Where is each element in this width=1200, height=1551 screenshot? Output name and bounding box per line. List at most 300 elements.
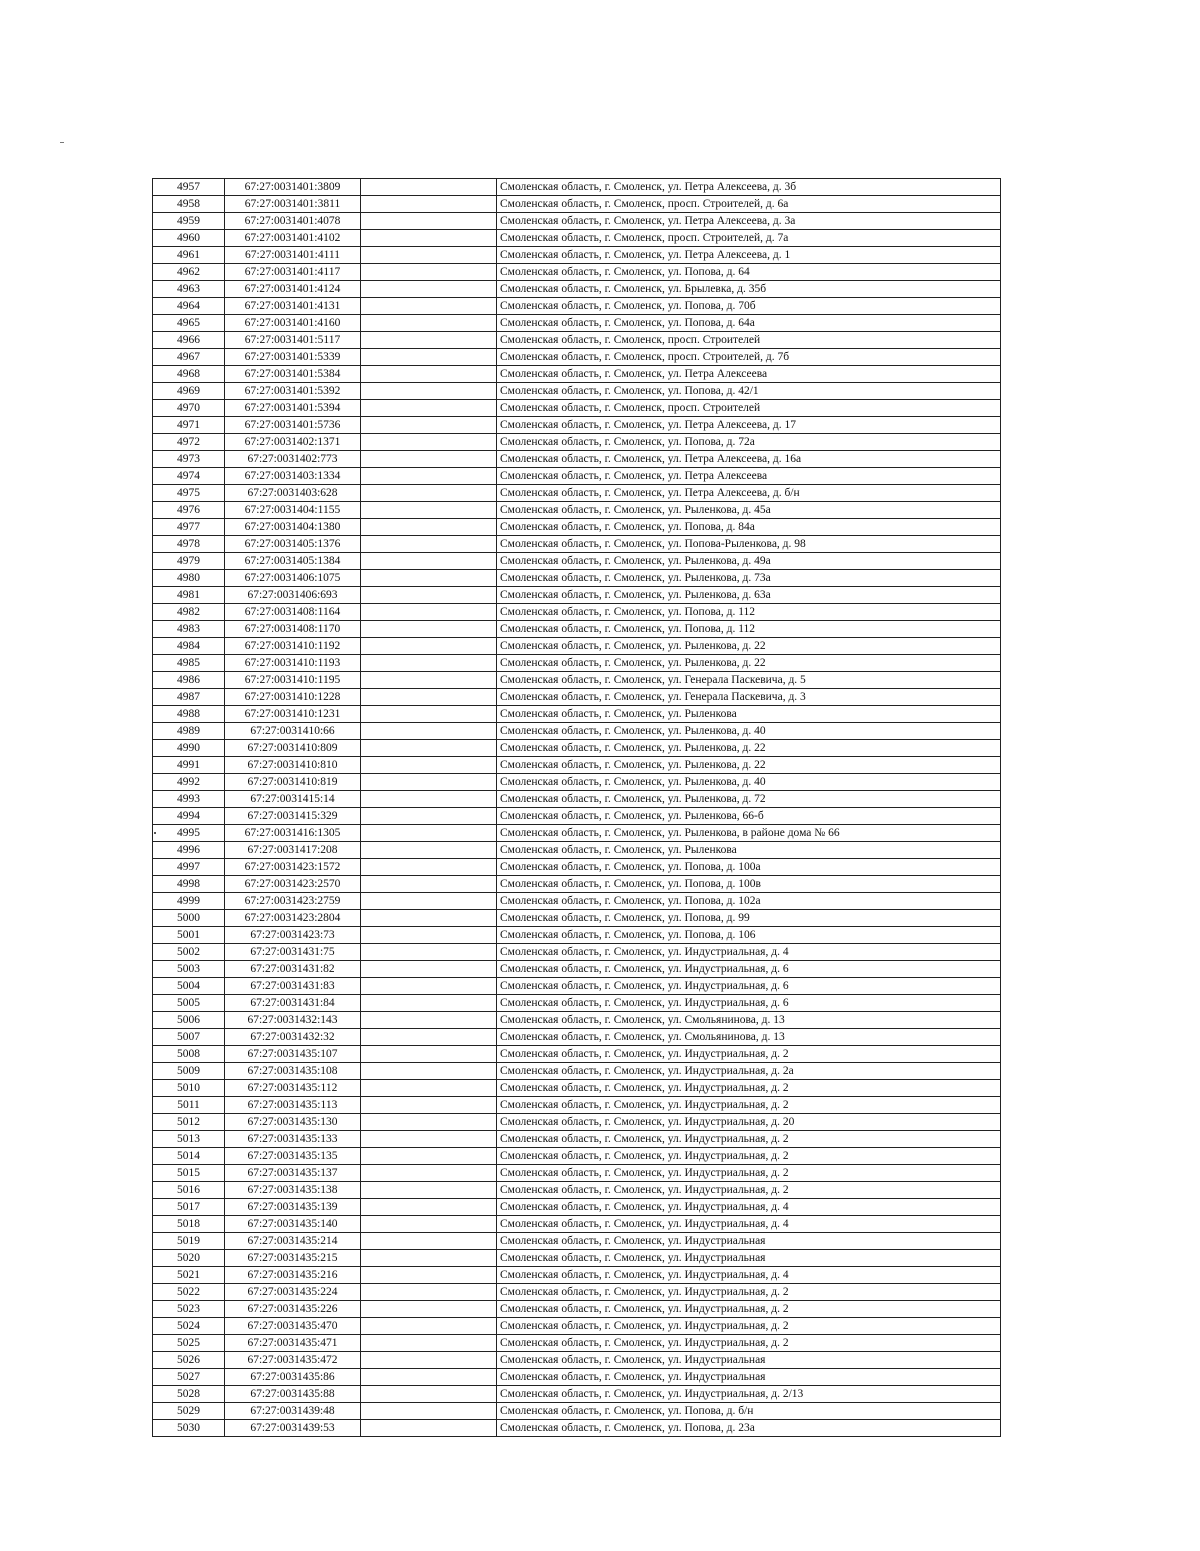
address: Смоленская область, г. Смоленск, ул. Индустриальная, д. 6: [497, 995, 1001, 1012]
address: Смоленская область, г. Смоленск, ул. Индустриальная, д. 4: [497, 944, 1001, 961]
row-number: 4986: [153, 672, 225, 689]
row-number: 4998: [153, 876, 225, 893]
cadastral-number: 67:27:0031423:1572: [225, 859, 361, 876]
table-row: [153, 1199, 1001, 1216]
table-row: [153, 842, 1001, 859]
cadastral-number: 67:27:0031403:628: [225, 485, 361, 502]
cadastral-number: 67:27:0031410:1192: [225, 638, 361, 655]
row-number: 5026: [153, 1352, 225, 1369]
row-number: 4964: [153, 298, 225, 315]
address: Смоленская область, г. Смоленск, ул. Индустриальная, д. 2: [497, 1080, 1001, 1097]
address: Смоленская область, г. Смоленск, ул. Попова, д. б/н: [497, 1403, 1001, 1420]
empty-cell: [361, 502, 497, 519]
address: Смоленская область, г. Смоленск, ул. Попова, д. 64: [497, 264, 1001, 281]
cadastral-number: 67:27:0031435:138: [225, 1182, 361, 1199]
table-row: [153, 978, 1001, 995]
address: Смоленская область, г. Смоленск, ул. Попова, д. 102а: [497, 893, 1001, 910]
registry-body: [153, 179, 1001, 1437]
cadastral-number: 67:27:0031435:112: [225, 1080, 361, 1097]
address: Смоленская область, г. Смоленск, ул. Петра Алексеева, д. 16а: [497, 451, 1001, 468]
cadastral-number: 67:27:0031401:4111: [225, 247, 361, 264]
empty-cell: [361, 604, 497, 621]
property-registry-table: [152, 178, 1001, 1437]
cadastral-number: 67:27:0031423:73: [225, 927, 361, 944]
cadastral-number: 67:27:0031435:216: [225, 1267, 361, 1284]
cadastral-number: 67:27:0031432:143: [225, 1012, 361, 1029]
row-number: 5003: [153, 961, 225, 978]
cadastral-number: 67:27:0031401:5384: [225, 366, 361, 383]
row-number: 5024: [153, 1318, 225, 1335]
empty-cell: [361, 1097, 497, 1114]
table-row: [153, 247, 1001, 264]
scan-mark: [60, 142, 64, 143]
address: Смоленская область, г. Смоленск, ул. Индустриальная: [497, 1233, 1001, 1250]
empty-cell: [361, 1080, 497, 1097]
empty-cell: [361, 417, 497, 434]
row-number: 4978: [153, 536, 225, 553]
cadastral-number: 67:27:0031439:48: [225, 1403, 361, 1420]
empty-cell: [361, 1114, 497, 1131]
table-row: [153, 791, 1001, 808]
cadastral-number: 67:27:0031431:84: [225, 995, 361, 1012]
address: Смоленская область, г. Смоленск, ул. Рыленкова, д. 22: [497, 757, 1001, 774]
cadastral-number: 67:27:0031435:215: [225, 1250, 361, 1267]
table-row: [153, 502, 1001, 519]
row-number: 5007: [153, 1029, 225, 1046]
table-row: [153, 961, 1001, 978]
address: Смоленская область, г. Смоленск, ул. Рыленкова, д. 22: [497, 655, 1001, 672]
table-row: [153, 230, 1001, 247]
table-row: [153, 706, 1001, 723]
address: Смоленская область, г. Смоленск, ул. Петра Алексеева: [497, 468, 1001, 485]
empty-cell: [361, 808, 497, 825]
table-row: [153, 332, 1001, 349]
cadastral-number: 67:27:0031406:1075: [225, 570, 361, 587]
empty-cell: [361, 910, 497, 927]
table-row: [153, 553, 1001, 570]
empty-cell: [361, 298, 497, 315]
cadastral-number: 67:27:0031410:1231: [225, 706, 361, 723]
cadastral-number: 67:27:0031415:329: [225, 808, 361, 825]
table-row: [153, 281, 1001, 298]
empty-cell: [361, 791, 497, 808]
row-number: 5010: [153, 1080, 225, 1097]
table-row: [153, 944, 1001, 961]
table-row: [153, 213, 1001, 230]
empty-cell: [361, 1335, 497, 1352]
address: Смоленская область, г. Смоленск, ул. Индустриальная, д. 2: [497, 1301, 1001, 1318]
empty-cell: [361, 315, 497, 332]
empty-cell: [361, 383, 497, 400]
cadastral-number: 67:27:0031405:1376: [225, 536, 361, 553]
table-row: [153, 1114, 1001, 1131]
address: Смоленская область, г. Смоленск, ул. Индустриальная, д. 2: [497, 1097, 1001, 1114]
cadastral-number: 67:27:0031408:1164: [225, 604, 361, 621]
cadastral-number: 67:27:0031401:5736: [225, 417, 361, 434]
empty-cell: [361, 1284, 497, 1301]
cadastral-number: 67:27:0031423:2570: [225, 876, 361, 893]
cadastral-number: 67:27:0031417:208: [225, 842, 361, 859]
empty-cell: [361, 927, 497, 944]
address: Смоленская область, г. Смоленск, ул. Попова, д. 112: [497, 604, 1001, 621]
row-number: 4959: [153, 213, 225, 230]
row-number: 4988: [153, 706, 225, 723]
table-row: [153, 655, 1001, 672]
table-row: [153, 1250, 1001, 1267]
table-row: [153, 1267, 1001, 1284]
cadastral-number: 67:27:0031408:1170: [225, 621, 361, 638]
address: Смоленская область, г. Смоленск, ул. Попова, д. 84а: [497, 519, 1001, 536]
address: Смоленская область, г. Смоленск, ул. Рыленкова, в районе дома № 66: [497, 825, 1001, 842]
empty-cell: [361, 638, 497, 655]
empty-cell: [361, 723, 497, 740]
table-row: [153, 434, 1001, 451]
empty-cell: [361, 332, 497, 349]
address: Смоленская область, г. Смоленск, ул. Генерала Паскевича, д. 5: [497, 672, 1001, 689]
address: Смоленская область, г. Смоленск, ул. Попова, д. 100в: [497, 876, 1001, 893]
row-number: 5023: [153, 1301, 225, 1318]
table-row: [153, 927, 1001, 944]
cadastral-number: 67:27:0031431:82: [225, 961, 361, 978]
empty-cell: [361, 485, 497, 502]
row-number: 4996: [153, 842, 225, 859]
table-row: [153, 1012, 1001, 1029]
table-row: [153, 587, 1001, 604]
address: Смоленская область, г. Смоленск, ул. Рыленкова, д. 22: [497, 740, 1001, 757]
address: Смоленская область, г. Смоленск, ул. Рыленкова: [497, 706, 1001, 723]
cadastral-number: 67:27:0031410:1193: [225, 655, 361, 672]
table-row: [153, 808, 1001, 825]
address: Смоленская область, г. Смоленск, ул. Рыленкова, д. 49а: [497, 553, 1001, 570]
table-row: [153, 1182, 1001, 1199]
empty-cell: [361, 842, 497, 859]
table-row: [153, 1131, 1001, 1148]
row-number: 5020: [153, 1250, 225, 1267]
table-row: [153, 995, 1001, 1012]
empty-cell: [361, 689, 497, 706]
empty-cell: [361, 1386, 497, 1403]
table-row: [153, 349, 1001, 366]
cadastral-number: 67:27:0031401:5117: [225, 332, 361, 349]
table-row: [153, 570, 1001, 587]
row-number: 4969: [153, 383, 225, 400]
row-number: 5017: [153, 1199, 225, 1216]
address: Смоленская область, г. Смоленск, ул. Индустриальная, д. 2: [497, 1284, 1001, 1301]
table-row: [153, 1080, 1001, 1097]
row-number: 5001: [153, 927, 225, 944]
cadastral-number: 67:27:0031415:14: [225, 791, 361, 808]
cadastral-number: 67:27:0031435:214: [225, 1233, 361, 1250]
table-row: [153, 519, 1001, 536]
address: Смоленская область, г. Смоленск, просп. Строителей: [497, 400, 1001, 417]
address: Смоленская область, г. Смоленск, ул. Петра Алексеева, д. 3а: [497, 213, 1001, 230]
empty-cell: [361, 655, 497, 672]
table-row: [153, 1046, 1001, 1063]
row-number: 5015: [153, 1165, 225, 1182]
cadastral-number: 67:27:0031401:4131: [225, 298, 361, 315]
row-number: 4967: [153, 349, 225, 366]
row-number: 4970: [153, 400, 225, 417]
empty-cell: [361, 1148, 497, 1165]
row-number: 5027: [153, 1369, 225, 1386]
address: Смоленская область, г. Смоленск, ул. Рыленкова, д. 73а: [497, 570, 1001, 587]
row-number: 4994: [153, 808, 225, 825]
row-number: 4965: [153, 315, 225, 332]
empty-cell: [361, 672, 497, 689]
row-number: 4983: [153, 621, 225, 638]
table-row: [153, 1029, 1001, 1046]
table-row: [153, 621, 1001, 638]
cadastral-number: 67:27:0031402:1371: [225, 434, 361, 451]
cadastral-number: 67:27:0031435:135: [225, 1148, 361, 1165]
address: Смоленская область, г. Смоленск, ул. Генерала Паскевича, д. 3: [497, 689, 1001, 706]
row-number: 5009: [153, 1063, 225, 1080]
cadastral-number: 67:27:0031435:137: [225, 1165, 361, 1182]
address: Смоленская область, г. Смоленск, ул. Рыленкова, д. 72: [497, 791, 1001, 808]
address: Смоленская область, г. Смоленск, ул. Рыленкова, д. 63а: [497, 587, 1001, 604]
row-number: 5016: [153, 1182, 225, 1199]
cadastral-number: 67:27:0031401:4117: [225, 264, 361, 281]
cadastral-number: 67:27:0031435:108: [225, 1063, 361, 1080]
table-row: [153, 196, 1001, 213]
cadastral-number: 67:27:0031406:693: [225, 587, 361, 604]
empty-cell: [361, 570, 497, 587]
cadastral-number: 67:27:0031435:140: [225, 1216, 361, 1233]
cadastral-number: 67:27:0031435:139: [225, 1199, 361, 1216]
table-row: [153, 1148, 1001, 1165]
row-number: 5005: [153, 995, 225, 1012]
row-number: 5004: [153, 978, 225, 995]
empty-cell: [361, 553, 497, 570]
cadastral-number: 67:27:0031401:3811: [225, 196, 361, 213]
row-number: 5028: [153, 1386, 225, 1403]
row-number: 5018: [153, 1216, 225, 1233]
address: Смоленская область, г. Смоленск, ул. Индустриальная, д. 2/13: [497, 1386, 1001, 1403]
table-row: [153, 723, 1001, 740]
table-row: [153, 179, 1001, 196]
table-row: [153, 1301, 1001, 1318]
row-number: 4992: [153, 774, 225, 791]
table-row: [153, 1352, 1001, 1369]
address: Смоленская область, г. Смоленск, просп. Строителей: [497, 332, 1001, 349]
address: Смоленская область, г. Смоленск, просп. Строителей, д. 7б: [497, 349, 1001, 366]
address: Смоленская область, г. Смоленск, ул. Попова, д. 64а: [497, 315, 1001, 332]
empty-cell: [361, 434, 497, 451]
table-row: [153, 383, 1001, 400]
empty-cell: [361, 179, 497, 196]
empty-cell: [361, 757, 497, 774]
cadastral-number: 67:27:0031435:226: [225, 1301, 361, 1318]
row-number: 4972: [153, 434, 225, 451]
address: Смоленская область, г. Смоленск, ул. Рыленкова, 66-б: [497, 808, 1001, 825]
empty-cell: [361, 1250, 497, 1267]
address: Смоленская область, г. Смоленск, ул. Индустриальная: [497, 1352, 1001, 1369]
empty-cell: [361, 349, 497, 366]
cadastral-number: 67:27:0031402:773: [225, 451, 361, 468]
cadastral-number: 67:27:0031435:470: [225, 1318, 361, 1335]
row-number: 5030: [153, 1420, 225, 1437]
empty-cell: [361, 1369, 497, 1386]
address: Смоленская область, г. Смоленск, ул. Петра Алексеева, д. б/н: [497, 485, 1001, 502]
row-number: 4985: [153, 655, 225, 672]
empty-cell: [361, 1012, 497, 1029]
row-number: 4999: [153, 893, 225, 910]
empty-cell: [361, 1131, 497, 1148]
empty-cell: [361, 196, 497, 213]
address: Смоленская область, г. Смоленск, ул. Попова, д. 23а: [497, 1420, 1001, 1437]
table-row: [153, 876, 1001, 893]
row-number: 5022: [153, 1284, 225, 1301]
row-number: 4960: [153, 230, 225, 247]
cadastral-number: 67:27:0031410:809: [225, 740, 361, 757]
address: Смоленская область, г. Смоленск, ул. Индустриальная, д. 2: [497, 1131, 1001, 1148]
row-number: 5013: [153, 1131, 225, 1148]
empty-cell: [361, 366, 497, 383]
cadastral-number: 67:27:0031404:1380: [225, 519, 361, 536]
empty-cell: [361, 1267, 497, 1284]
cadastral-number: 67:27:0031401:4102: [225, 230, 361, 247]
empty-cell: [361, 451, 497, 468]
row-number: 4976: [153, 502, 225, 519]
cadastral-number: 67:27:0031401:4124: [225, 281, 361, 298]
empty-cell: [361, 995, 497, 1012]
address: Смоленская область, г. Смоленск, ул. Индустриальная, д. 2: [497, 1318, 1001, 1335]
address: Смоленская область, г. Смоленск, ул. Индустриальная, д. 4: [497, 1267, 1001, 1284]
empty-cell: [361, 1199, 497, 1216]
row-number: 4977: [153, 519, 225, 536]
row-number: 4968: [153, 366, 225, 383]
row-number: 5019: [153, 1233, 225, 1250]
address: Смоленская область, г. Смоленск, ул. Петра Алексеева, д. 1: [497, 247, 1001, 264]
cadastral-number: 67:27:0031431:75: [225, 944, 361, 961]
row-number: 5011: [153, 1097, 225, 1114]
row-number: 5029: [153, 1403, 225, 1420]
row-number: 4962: [153, 264, 225, 281]
row-number: 4990: [153, 740, 225, 757]
cadastral-number: 67:27:0031416:1305: [225, 825, 361, 842]
address: Смоленская область, г. Смоленск, ул. Брылевка, д. 35б: [497, 281, 1001, 298]
table-row: [153, 774, 1001, 791]
address: Смоленская область, г. Смоленск, ул. Рыленкова, д. 45а: [497, 502, 1001, 519]
row-number: 4971: [153, 417, 225, 434]
row-number: 4973: [153, 451, 225, 468]
row-number: 5014: [153, 1148, 225, 1165]
table-row: [153, 400, 1001, 417]
row-number: 4958: [153, 196, 225, 213]
empty-cell: [361, 536, 497, 553]
table-row: [153, 825, 1001, 842]
empty-cell: [361, 774, 497, 791]
empty-cell: [361, 825, 497, 842]
address: Смоленская область, г. Смоленск, ул. Рыленкова: [497, 842, 1001, 859]
cadastral-number: 67:27:0031403:1334: [225, 468, 361, 485]
table-row: [153, 1369, 1001, 1386]
row-number: 5012: [153, 1114, 225, 1131]
table-row: [153, 417, 1001, 434]
cadastral-number: 67:27:0031405:1384: [225, 553, 361, 570]
table-row: [153, 1233, 1001, 1250]
row-number: 4995: [153, 825, 225, 842]
empty-cell: [361, 1063, 497, 1080]
row-number: 5008: [153, 1046, 225, 1063]
address: Смоленская область, г. Смоленск, ул. Индустриальная, д. 2: [497, 1165, 1001, 1182]
address: Смоленская область, г. Смоленск, ул. Индустриальная, д. 4: [497, 1216, 1001, 1233]
address: Смоленская область, г. Смоленск, ул. Индустриальная, д. 6: [497, 978, 1001, 995]
row-number: 4984: [153, 638, 225, 655]
cadastral-number: 67:27:0031435:86: [225, 1369, 361, 1386]
table-row: [153, 1097, 1001, 1114]
cadastral-number: 67:27:0031435:130: [225, 1114, 361, 1131]
cadastral-number: 67:27:0031435:88: [225, 1386, 361, 1403]
row-number: 4980: [153, 570, 225, 587]
empty-cell: [361, 740, 497, 757]
address: Смоленская область, г. Смоленск, ул. Попова, д. 42/1: [497, 383, 1001, 400]
row-number: 4966: [153, 332, 225, 349]
table-row: [153, 1420, 1001, 1437]
empty-cell: [361, 961, 497, 978]
row-number: 4975: [153, 485, 225, 502]
empty-cell: [361, 1403, 497, 1420]
empty-cell: [361, 1029, 497, 1046]
table-row: [153, 740, 1001, 757]
cadastral-number: 67:27:0031423:2804: [225, 910, 361, 927]
address: Смоленская область, г. Смоленск, ул. Попова, д. 99: [497, 910, 1001, 927]
empty-cell: [361, 859, 497, 876]
empty-cell: [361, 519, 497, 536]
empty-cell: [361, 213, 497, 230]
row-number: 5006: [153, 1012, 225, 1029]
row-number: 4982: [153, 604, 225, 621]
address: Смоленская область, г. Смоленск, ул. Попова, д. 106: [497, 927, 1001, 944]
empty-cell: [361, 400, 497, 417]
address: Смоленская область, г. Смоленск, ул. Попова, д. 70б: [497, 298, 1001, 315]
address: Смоленская область, г. Смоленск, ул. Индустриальная, д. 4: [497, 1199, 1001, 1216]
address: Смоленская область, г. Смоленск, ул. Индустриальная, д. 2: [497, 1046, 1001, 1063]
table-row: [153, 1216, 1001, 1233]
empty-cell: [361, 230, 497, 247]
cadastral-number: 67:27:0031439:53: [225, 1420, 361, 1437]
empty-cell: [361, 621, 497, 638]
empty-cell: [361, 706, 497, 723]
table-row: [153, 1386, 1001, 1403]
table-row: [153, 1318, 1001, 1335]
address: Смоленская область, г. Смоленск, ул. Индустриальная, д. 2: [497, 1182, 1001, 1199]
table-row: [153, 298, 1001, 315]
row-number: 4997: [153, 859, 225, 876]
table-row: [153, 536, 1001, 553]
empty-cell: [361, 893, 497, 910]
table-row: [153, 893, 1001, 910]
cadastral-number: 67:27:0031410:66: [225, 723, 361, 740]
cadastral-number: 67:27:0031435:472: [225, 1352, 361, 1369]
address: Смоленская область, г. Смоленск, ул. Смольянинова, д. 13: [497, 1029, 1001, 1046]
address: Смоленская область, г. Смоленск, ул. Попова, д. 100а: [497, 859, 1001, 876]
address: Смоленская область, г. Смоленск, ул. Попова-Рыленкова, д. 98: [497, 536, 1001, 553]
empty-cell: [361, 1318, 497, 1335]
table-row: [153, 757, 1001, 774]
table-row: [153, 1063, 1001, 1080]
empty-cell: [361, 264, 497, 281]
table-row: [153, 366, 1001, 383]
row-number: 4991: [153, 757, 225, 774]
empty-cell: [361, 1046, 497, 1063]
cadastral-number: 67:27:0031435:224: [225, 1284, 361, 1301]
row-number: 5000: [153, 910, 225, 927]
table-row: [153, 638, 1001, 655]
empty-cell: [361, 978, 497, 995]
empty-cell: [361, 1233, 497, 1250]
cadastral-number: 67:27:0031401:5394: [225, 400, 361, 417]
